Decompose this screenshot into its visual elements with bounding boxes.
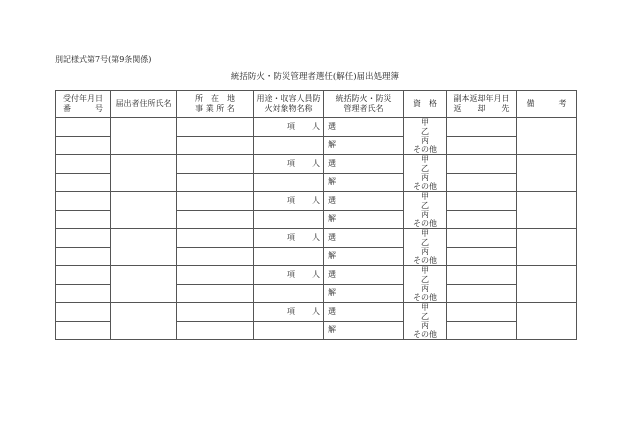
- receipt-date-cell: [56, 303, 111, 322]
- object-name-cell: [254, 284, 324, 303]
- dismissal-label: 解: [328, 140, 336, 150]
- qualification-option: 乙: [421, 238, 429, 247]
- business-name-cell: [177, 173, 254, 192]
- header-number: 番 号: [63, 104, 103, 113]
- item-label: 項: [287, 232, 295, 242]
- header-usage-line2: 火対象物名称: [264, 104, 313, 113]
- return-date-cell: [447, 192, 517, 211]
- object-name-cell: [254, 210, 324, 229]
- remarks-cell: [517, 192, 577, 229]
- record-upper-row: [56, 192, 577, 211]
- people-label: 人: [312, 158, 320, 168]
- qualification-option: 丙: [421, 284, 429, 293]
- qualification-option: 乙: [421, 312, 429, 321]
- qualification-cell: [404, 118, 447, 155]
- item-label: 項: [287, 269, 295, 279]
- qualification-option: 甲: [421, 303, 429, 312]
- dismissal-label: 解: [328, 177, 336, 187]
- dismissal-cell: [324, 210, 404, 229]
- qualification-option: 甲: [421, 266, 429, 275]
- usage-cell: [254, 229, 324, 248]
- qualification-option: 乙: [421, 164, 429, 173]
- appointment-label: 選: [328, 232, 336, 242]
- notifier-cell: [111, 155, 177, 192]
- return-destination-cell: [447, 210, 517, 229]
- business-name-cell: [177, 136, 254, 155]
- qualification-option: 乙: [421, 127, 429, 136]
- notifier-cell: [111, 192, 177, 229]
- appointment-label: 選: [328, 306, 336, 316]
- qualification-cell: [404, 229, 447, 266]
- header-receipt-date: 受付年月日: [63, 94, 103, 103]
- receipt-date-cell: [56, 155, 111, 174]
- return-date-cell: [447, 266, 517, 285]
- item-label: 項: [287, 195, 295, 205]
- appointment-label: 選: [328, 121, 336, 131]
- return-date-cell: [447, 155, 517, 174]
- address-cell: [177, 229, 254, 248]
- dismissal-label: 解: [328, 214, 336, 224]
- notifier-cell: [111, 266, 177, 303]
- dismissal-label: 解: [328, 288, 336, 298]
- number-cell: [56, 136, 111, 155]
- record-upper-row: [56, 155, 577, 174]
- appointment-cell: [324, 303, 404, 322]
- address-cell: [177, 266, 254, 285]
- qualification-option: 丙: [421, 173, 429, 182]
- appointment-cell: [324, 266, 404, 285]
- dismissal-label: 解: [328, 325, 336, 335]
- business-name-cell: [177, 321, 254, 340]
- form-number: 別記様式第7号(第9条関係): [55, 55, 152, 64]
- header-qualification: 資 格: [404, 91, 447, 118]
- qualification-option: 丙: [421, 321, 429, 330]
- item-label: 項: [287, 306, 295, 316]
- record-upper-row: [56, 266, 577, 285]
- remarks-cell: [517, 303, 577, 340]
- object-name-cell: [254, 136, 324, 155]
- usage-cell: [254, 155, 324, 174]
- object-name-cell: [254, 321, 324, 340]
- header-location: [177, 91, 254, 118]
- people-label: 人: [312, 121, 320, 131]
- business-name-cell: [177, 210, 254, 229]
- qualification-option: 丙: [421, 247, 429, 256]
- receipt-date-cell: [56, 192, 111, 211]
- qualification-option: その他: [413, 293, 437, 302]
- remarks-cell: [517, 155, 577, 192]
- people-label: 人: [312, 306, 320, 316]
- number-cell: [56, 210, 111, 229]
- record-upper-row: [56, 229, 577, 248]
- return-date-cell: [447, 303, 517, 322]
- header-usage: [254, 91, 324, 118]
- dismissal-cell: [324, 321, 404, 340]
- header-manager-line2: 管理者氏名: [343, 104, 384, 113]
- header-receipt: [56, 91, 111, 118]
- number-cell: [56, 173, 111, 192]
- return-destination-cell: [447, 173, 517, 192]
- qualification-cell: [404, 155, 447, 192]
- number-cell: [56, 321, 111, 340]
- header-return-date: 副本返却年月日: [453, 94, 510, 103]
- remarks-cell: [517, 266, 577, 303]
- header-notifier: 届出者住所氏名: [111, 91, 177, 118]
- usage-cell: [254, 303, 324, 322]
- header-business-name: 事 業 所 名: [195, 104, 235, 113]
- register-table: [55, 90, 577, 340]
- receipt-date-cell: [56, 229, 111, 248]
- header-remarks: 備 考: [517, 91, 577, 118]
- address-cell: [177, 303, 254, 322]
- people-label: 人: [312, 232, 320, 242]
- qualification-option: 甲: [421, 155, 429, 164]
- notifier-cell: [111, 118, 177, 155]
- item-label: 項: [287, 158, 295, 168]
- return-destination-cell: [447, 284, 517, 303]
- qualification-option: その他: [413, 219, 437, 228]
- qualification-option: 乙: [421, 201, 429, 210]
- qualification-option: 丙: [421, 136, 429, 145]
- header-return: [447, 91, 517, 118]
- address-cell: [177, 155, 254, 174]
- number-cell: [56, 284, 111, 303]
- appointment-cell: [324, 192, 404, 211]
- return-destination-cell: [447, 136, 517, 155]
- qualification-option: その他: [413, 256, 437, 265]
- notifier-cell: [111, 303, 177, 340]
- object-name-cell: [254, 247, 324, 266]
- number-cell: [56, 247, 111, 266]
- appointment-cell: [324, 229, 404, 248]
- qualification-cell: [404, 303, 447, 340]
- qualification-option: その他: [413, 182, 437, 191]
- notifier-cell: [111, 229, 177, 266]
- return-destination-cell: [447, 247, 517, 266]
- return-date-cell: [447, 118, 517, 137]
- dismissal-cell: [324, 247, 404, 266]
- qualification-cell: [404, 192, 447, 229]
- return-date-cell: [447, 229, 517, 248]
- remarks-cell: [517, 229, 577, 266]
- usage-cell: [254, 118, 324, 137]
- appointment-label: 選: [328, 269, 336, 279]
- appointment-label: 選: [328, 195, 336, 205]
- qualification-option: 甲: [421, 118, 429, 127]
- header-usage-line1: 用途・収容人員防: [256, 94, 321, 103]
- business-name-cell: [177, 284, 254, 303]
- record-upper-row: [56, 303, 577, 322]
- dismissal-label: 解: [328, 251, 336, 261]
- header-row: [56, 91, 577, 118]
- receipt-date-cell: [56, 118, 111, 137]
- qualification-option: 丙: [421, 210, 429, 219]
- usage-cell: [254, 192, 324, 211]
- usage-cell: [254, 266, 324, 285]
- register-title: 統括防火・防災管理者選任(解任)届出処理簿: [230, 72, 400, 82]
- dismissal-cell: [324, 173, 404, 192]
- address-cell: [177, 118, 254, 137]
- item-label: 項: [287, 121, 295, 131]
- address-cell: [177, 192, 254, 211]
- people-label: 人: [312, 195, 320, 205]
- qualification-option: その他: [413, 330, 437, 339]
- record-upper-row: [56, 118, 577, 137]
- header-manager-line1: 統括防火・防災: [335, 94, 392, 103]
- business-name-cell: [177, 247, 254, 266]
- header-return-destination: 返 却 先: [453, 104, 510, 113]
- receipt-date-cell: [56, 266, 111, 285]
- people-label: 人: [312, 269, 320, 279]
- qualification-option: その他: [413, 145, 437, 154]
- return-destination-cell: [447, 321, 517, 340]
- appointment-label: 選: [328, 158, 336, 168]
- dismissal-cell: [324, 284, 404, 303]
- header-address: 所 在 地: [195, 94, 235, 103]
- qualification-option: 乙: [421, 275, 429, 284]
- appointment-cell: [324, 155, 404, 174]
- header-manager: [324, 91, 404, 118]
- qualification-option: 甲: [421, 192, 429, 201]
- qualification-cell: [404, 266, 447, 303]
- appointment-cell: [324, 118, 404, 137]
- dismissal-cell: [324, 136, 404, 155]
- object-name-cell: [254, 173, 324, 192]
- qualification-option: 甲: [421, 229, 429, 238]
- remarks-cell: [517, 118, 577, 155]
